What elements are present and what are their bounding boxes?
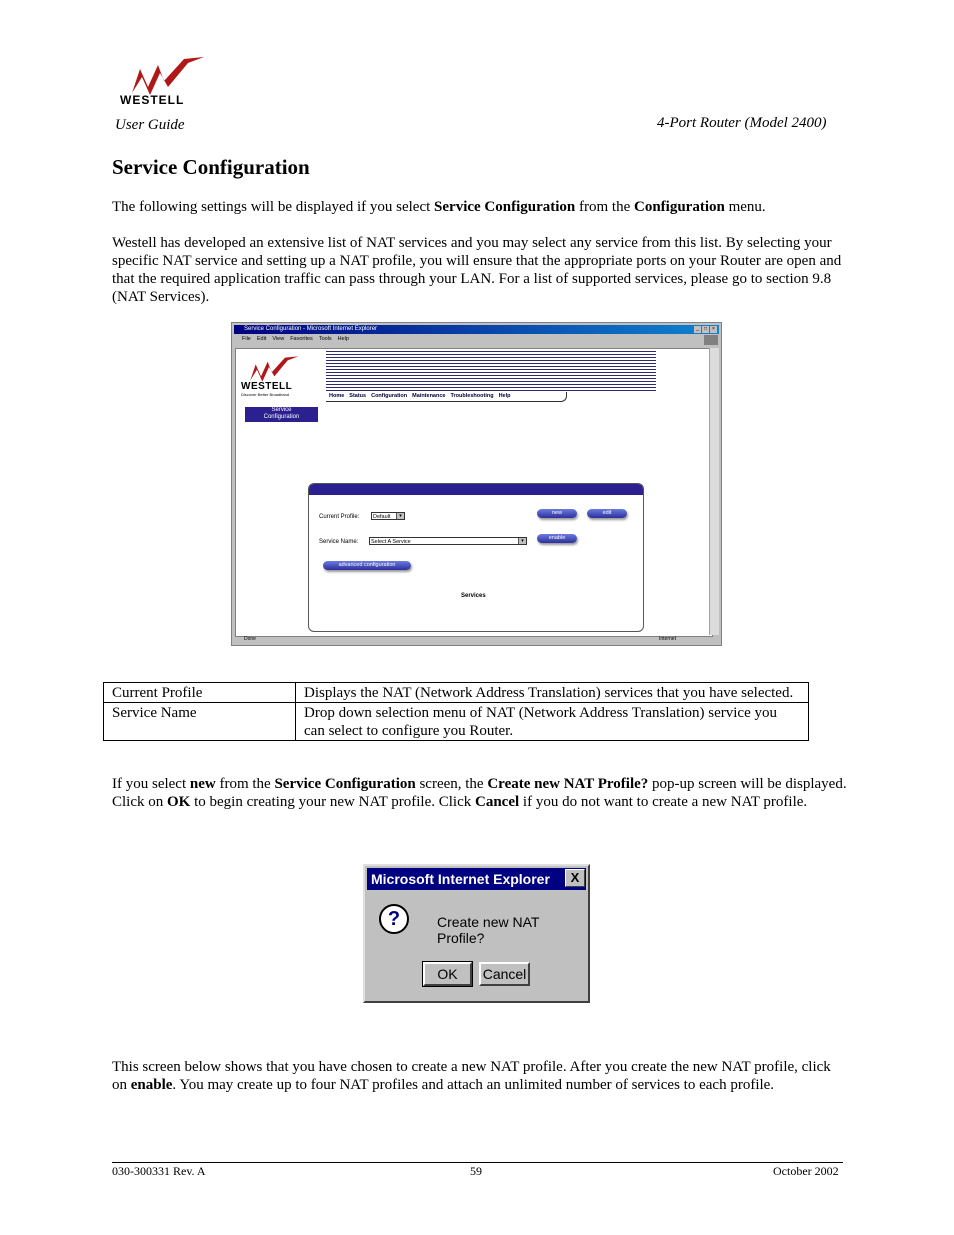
current-profile-label: Current Profile: [319,514,360,520]
service-config-panel [308,483,644,632]
page-title: Service Configuration [112,155,310,179]
table-row [104,703,809,741]
enable-button[interactable]: enable [537,534,577,543]
menu-favorites[interactable]: Favorites [290,336,313,342]
footer-divider [112,1162,843,1163]
vertical-scrollbar[interactable] [709,348,719,635]
header-stripes [326,351,656,393]
new-profile-paragraph: If you select new from the Service Configuration screen, the Create new NAT Profile? pop-up screen will be displayed. Click on OK to begin creating your new NAT profile. Click Cancel if you do not want to create a new NAT profile. [112,776,847,810]
panel-header-bar [309,484,643,495]
menu-file[interactable]: File [242,336,251,342]
intro-paragraph: The following settings will be displayed if you select Service Configuration from the Configuration menu. [112,199,766,215]
table-desc: Drop down selection menu of NAT (Network Address Translation) service you can select to configure you Router. [296,703,809,741]
browser-viewport [235,348,713,637]
nav-home[interactable]: Home [329,393,345,399]
menu-view[interactable]: View [272,336,285,342]
table-desc: Displays the NAT (Network Address Translation) services that you have selected. [296,683,809,703]
new-button[interactable]: new [537,509,577,518]
router-nav [329,393,511,399]
router-logo: WESTELL Discover Better Broadband [241,355,321,395]
header-left-text: User Guide [115,117,185,133]
minimize-icon[interactable]: _ [694,326,701,333]
menu-tools[interactable]: Tools [318,336,332,342]
table-term: Current Profile [104,683,296,703]
advanced-configuration-button[interactable]: advanced configuration [323,561,411,570]
maximize-icon[interactable]: □ [703,326,708,332]
browser-menubar [234,335,349,344]
current-profile-select[interactable]: Default ▾ [371,512,405,520]
nav-troubleshooting[interactable]: Troubleshooting [450,393,494,399]
footer-left: 030-300331 Rev. A [112,1164,206,1178]
dropdown-arrow-icon: ▾ [518,538,526,544]
cancel-button[interactable]: Cancel [479,962,530,986]
footer-page-number: 59 [470,1164,482,1178]
service-name-select[interactable]: Select A Service ▾ [369,537,527,545]
nav-configuration[interactable]: Configuration [371,393,408,399]
table-row [104,683,809,703]
router-logo-swoosh-icon [241,355,301,383]
nav-help[interactable]: Help [498,393,511,399]
nav-maintenance[interactable]: Maintenance [412,393,446,399]
menu-edit[interactable]: Edit [256,336,267,342]
nat-paragraph: Westell has developed an extensive list of NAT services and you may select any service from this list. By selecting your specific NAT service and setting up a NAT profile, you will ensure that the appropriate ports on your Router are open and that the required application traffic can pass through your LAN. For a list of supported services, please go to section 9.8 (NAT Services). [112,235,842,305]
dialog-message: Create new NAT Profile? [437,914,540,946]
logo-swoosh-icon [118,55,208,97]
footer-right: October 2002 [773,1164,839,1178]
ie-throbber-icon [704,335,718,345]
definition-table [103,682,809,741]
dropdown-arrow-icon: ▾ [396,513,404,519]
enable-paragraph: This screen below shows that you have chosen to create a new NAT profile. After you create the new NAT profile, click on enable. You may create up to four NAT profiles and attach an unlimited number of services to each profile. [112,1059,831,1093]
ok-button[interactable]: OK [423,962,472,986]
side-tab-service-configuration[interactable]: Service Configuration [245,407,318,422]
menu-help[interactable]: Help [337,336,349,342]
create-profile-dialog [363,864,590,1003]
nav-status[interactable]: Status [349,393,367,399]
edit-button[interactable]: edit [587,509,627,518]
dialog-title: Microsoft Internet Explorer [367,868,586,890]
question-icon: ? [379,904,409,934]
services-heading: Services [461,593,486,599]
close-icon[interactable]: × [710,326,717,333]
westell-logo [118,55,208,107]
header-right-text: 4-Port Router (Model 2400) [657,115,827,131]
logo-wordmark: WESTELL [120,93,185,107]
dialog-close-icon[interactable]: X [565,869,585,887]
table-term: Service Name [104,703,296,741]
service-name-label: Service Name: [319,539,359,545]
browser-titlebar: Service Configuration - Microsoft Internet Explorer _ □ × [234,325,719,334]
browser-statusbar: Done Internet [244,636,676,642]
browser-screenshot [231,322,722,646]
